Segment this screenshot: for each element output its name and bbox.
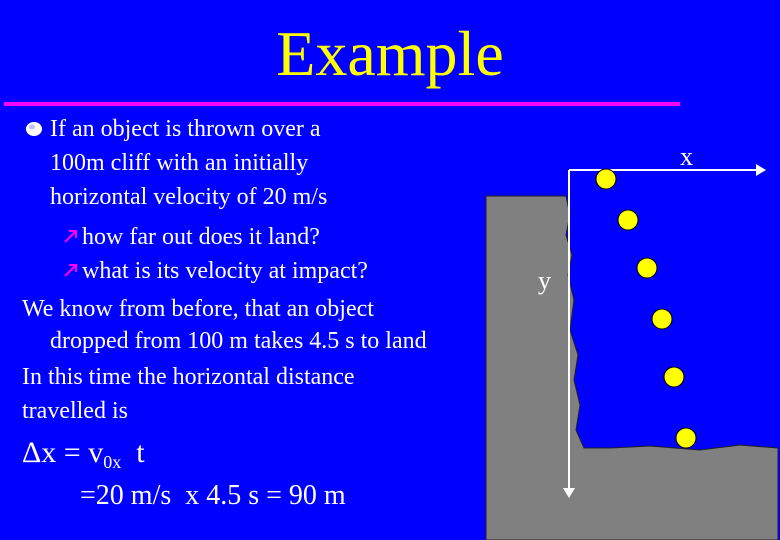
- y-axis-label: y: [538, 266, 551, 295]
- formula-line-2: =20 m/s x 4.5 s = 90 m: [80, 480, 346, 511]
- cliff-shape: [486, 196, 778, 540]
- sub-bullet-2: what is its velocity at impact?: [82, 258, 368, 284]
- formula-delta: Δx: [22, 436, 57, 469]
- ball-2: [618, 210, 638, 230]
- ball-4: [652, 309, 672, 329]
- formula-t: t: [121, 436, 145, 469]
- body-line-2: dropped from 100 m takes 4.5 s to land: [50, 328, 427, 354]
- bullet-line-3: horizontal velocity of 20 m/s: [50, 184, 328, 210]
- formula-subscript: 0x: [103, 452, 122, 472]
- body-line-4: travelled is: [22, 398, 128, 424]
- bullet-line-2: 100m cliff with an initially: [50, 150, 309, 176]
- ball-1: [596, 169, 616, 189]
- formula-equals: = v: [56, 436, 104, 469]
- body-line-1: We know from before, that an object: [22, 296, 374, 322]
- ball-5: [664, 367, 684, 387]
- sub-bullet-1: how far out does it land?: [82, 224, 320, 250]
- x-axis-label: x: [680, 142, 693, 171]
- bullet-line-1: If an object is thrown over a: [50, 116, 321, 142]
- ball-3: [637, 258, 657, 278]
- slide-title: Example: [276, 18, 504, 89]
- x-axis-arrowhead: [756, 164, 766, 176]
- ball-6: [676, 428, 696, 448]
- body-line-3: In this time the horizontal distance: [22, 364, 355, 390]
